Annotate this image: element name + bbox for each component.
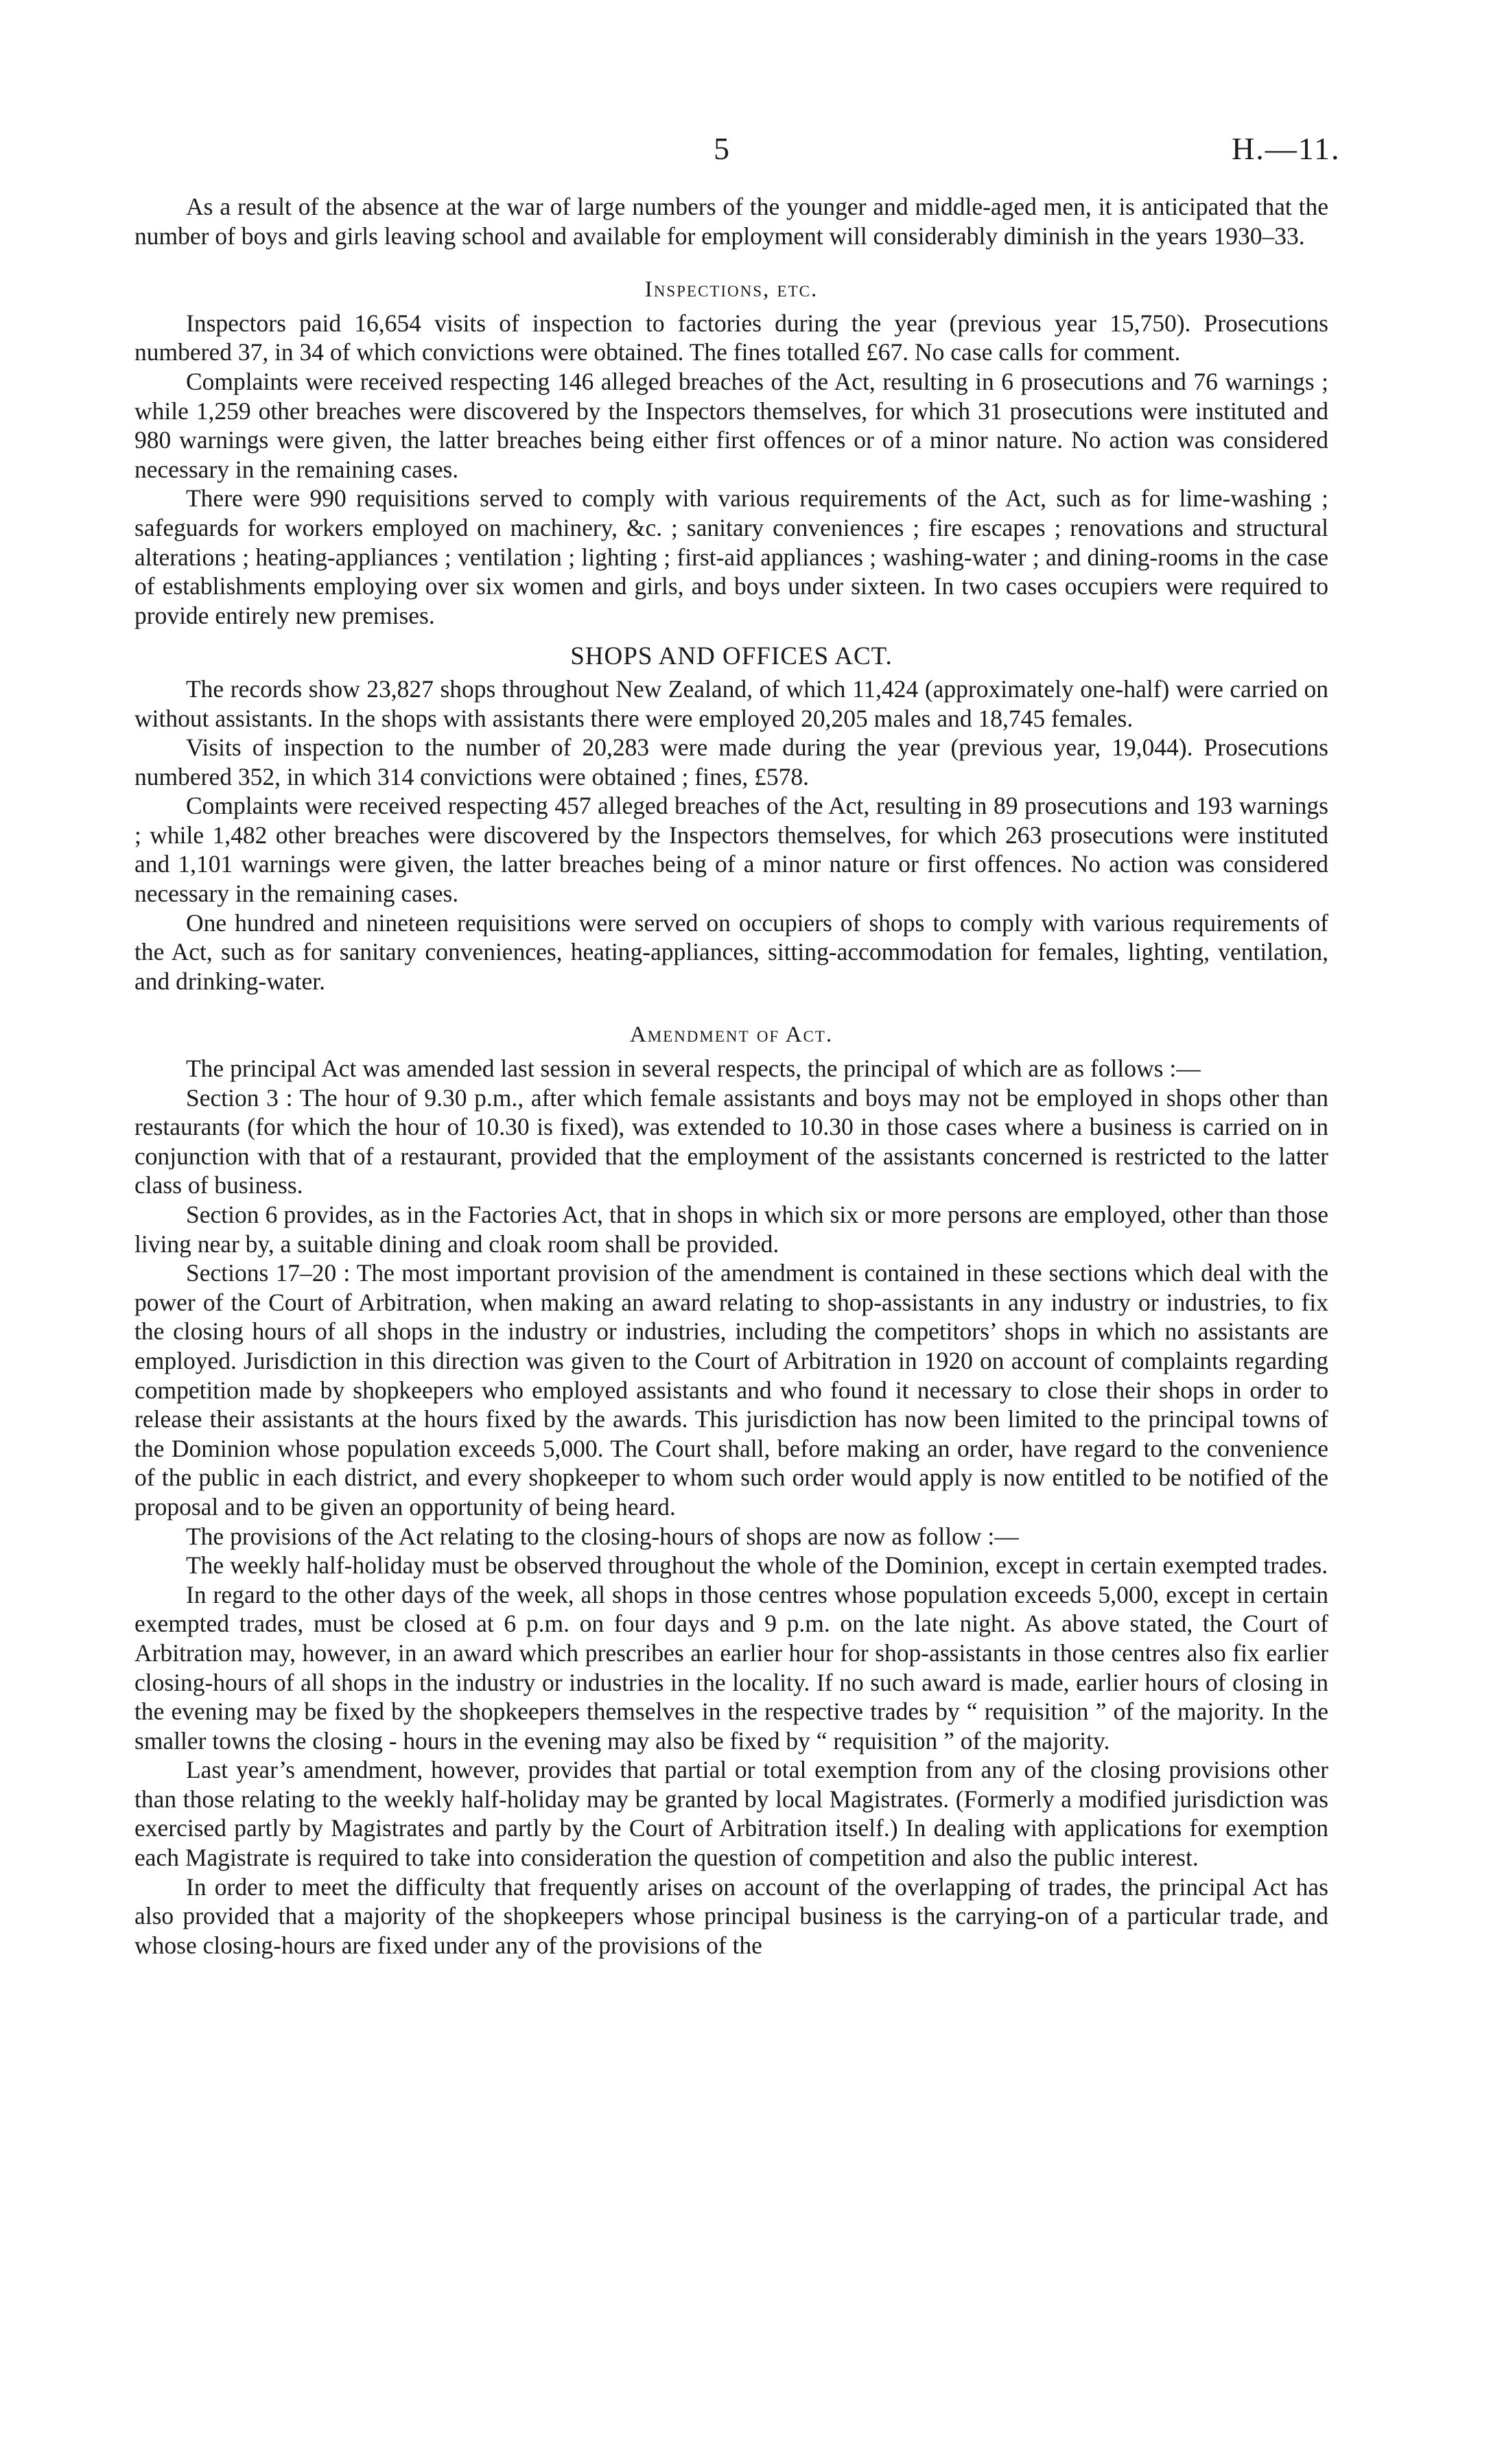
page-body bbox=[134, 192, 1328, 1960]
intro-paragraph: As a result of the absence at the war of large numbers of the younger and middle-aged men, it is anticipated that the number of boys and girls leaving school and available for employment will considerably diminish in the years 1930–33. bbox=[134, 193, 1328, 250]
section-heading-shops-and-offices-act: SHOPS AND OFFICES ACT. bbox=[570, 642, 893, 671]
page-header bbox=[0, 130, 1491, 172]
page-number: 5 bbox=[714, 131, 729, 166]
paragraph: Sections 17–20 : The most important provision of the amendment is contained in these sections which deal with the power of the Court of Arbitration, when making an award relating to shop-assistants in any industry or industries, to fix the closing hours of all shops in the industry or industries, including the competitors’ shops in which no assistants are employed. Jurisdiction in this direction was given to the Court of Arbitration in 1920 on account of complaints regarding competition made by shopkeepers who employed assistants and who found it necessary to close their shops in order to release their assistants at the hours fixed by the awards. This jurisdiction has now been limited to the principal towns of the Dominion whose population exceeds 5,000. The Court shall, before making an order, have regard to the convenience of the public in each district, and every shopkeeper to whom such order would apply is now entitled to be notified of the proposal and to be given an opportunity of being heard. bbox=[134, 1259, 1328, 1521]
paragraph: Visits of inspection to the number of 20,283 were made during the year (previous year, 19,044). Prosecutions numbered 352, in which 314 convictions were obtained ; fines, £578. bbox=[134, 734, 1328, 790]
paragraph: The weekly half-holiday must be observed throughout the whole of the Dominion, except in certain exempted trades. bbox=[186, 1551, 1328, 1580]
paragraph: There were 990 requisitions served to comply with various requirements of the Act, such as for lime-washing ; safeguards for workers employed on machinery, &c. ; sanitary conveniences ; fire escapes ; renovations and structural alterations ; heating-appliances ; ventilation ; lighting ; first-aid appliances ; washing-water ; and dining-rooms in the case of establishments employing over six women and girls, and boys under sixteen. In two cases occupiers were required to provide entirely new premises. bbox=[134, 484, 1328, 629]
paragraph: Complaints were received respecting 457 alleged breaches of the Act, resulting in 89 prosecutions and 193 warnings ; while 1,482 other breaches were discovered by the Inspectors themselves, for which 263 prosecutions were instituted and 1,101 warnings were given, the latter breaches being of a minor nature or first offences. No action was considered necessary in the remaining cases. bbox=[134, 792, 1328, 908]
paragraph: One hundred and nineteen requisitions were served on occupiers of shops to comply with various requirements of the Act, such as for sanitary conveniences, heating-appliances, sitting-accommodation for females, lighting, ventilation, and drinking-water. bbox=[134, 908, 1328, 995]
paragraph: Last year’s amendment, however, provides that partial or total exemption from any of the closing provisions other than those relating to the weekly half-holiday may be granted by local Magistrates. (Formerly a modified jurisdiction was exercised partly by Magistrates and partly by the Court of Arbitration itself.) In dealing with applications for exemption each Magistrate is required to take into consideration the question of competition and also the public interest. bbox=[134, 1756, 1328, 1872]
document-reference: H.—11. bbox=[1232, 131, 1341, 166]
paragraph: Inspectors paid 16,654 visits of inspection to factories during the year (previous year 15,750). Prosecutions numbered 37, in 34 of which convictions were obtained. The fines totalled £67. No case calls for comment. bbox=[134, 309, 1328, 366]
paragraph: In order to meet the difficulty that frequently arises on account of the overlapping of trades, the principal Act has also provided that a majority of the shopkeepers whose principal business is the carrying-on of a particular trade, and whose closing-hours are fixed under any of the provisions of the bbox=[134, 1873, 1328, 1959]
paragraph: The provisions of the Act relating to the closing-hours of shops are now as follow :— bbox=[186, 1522, 1019, 1550]
paragraph: Section 3 : The hour of 9.30 p.m., after which female assistants and boys may not be employed in shops other than restaurants (for which the hour of 10.30 is fixed), was extended to 10.30 in those cases where a business is carried on in conjunction with that of a restaurant, provided that the employment of the assistants concerned is restricted to the latter class of business. bbox=[134, 1083, 1328, 1199]
paragraph: The records show 23,827 shops throughout New Zealand, of which 11,424 (approximately one-half) were carried on without assistants. In the shops with assistants there were employed 20,205 males and 18,745 females. bbox=[134, 674, 1328, 732]
section-heading-inspections: Inspections, etc. bbox=[644, 277, 819, 303]
paragraph: In regard to the other days of the week, all shops in those centres whose population exceeds 5,000, except in certain exempted trades, must be closed at 6 p.m. on four days and 9 p.m. on the late night. As above stated, the Court of Arbitration may, however, in an award which prescribes an earlier hour for shop-assistants in those centres also fix earlier closing-hours of all shops in the industry or industries in the locality. If no such award is made, earlier hours of closing in the evening may be fixed by the shopkeepers themselves in the respective trades by “ requisition ” of the majority. In the smaller towns the closing - hours in the evening may also be fixed by “ requisition ” of the majority. bbox=[134, 1580, 1328, 1755]
paragraph: Complaints were received respecting 146 alleged breaches of the Act, resulting in 6 prosecutions and 76 warnings ; while 1,259 other breaches were discovered by the Inspectors themselves, for which 31 prosecutions were instituted and 980 warnings were given, the latter breaches being either first offences or of a minor nature. No action was considered necessary in the remaining cases. bbox=[134, 367, 1328, 483]
paragraph: The principal Act was amended last session in several respects, the principal of which are as follows :— bbox=[186, 1055, 1201, 1083]
section-heading-amendment-of-act: Amendment of Act. bbox=[629, 1022, 834, 1048]
paragraph: Section 6 provides, as in the Factories Act, that in shops in which six or more persons are employed, other than those living near by, a suitable dining and cloak room shall be provided. bbox=[134, 1201, 1328, 1258]
